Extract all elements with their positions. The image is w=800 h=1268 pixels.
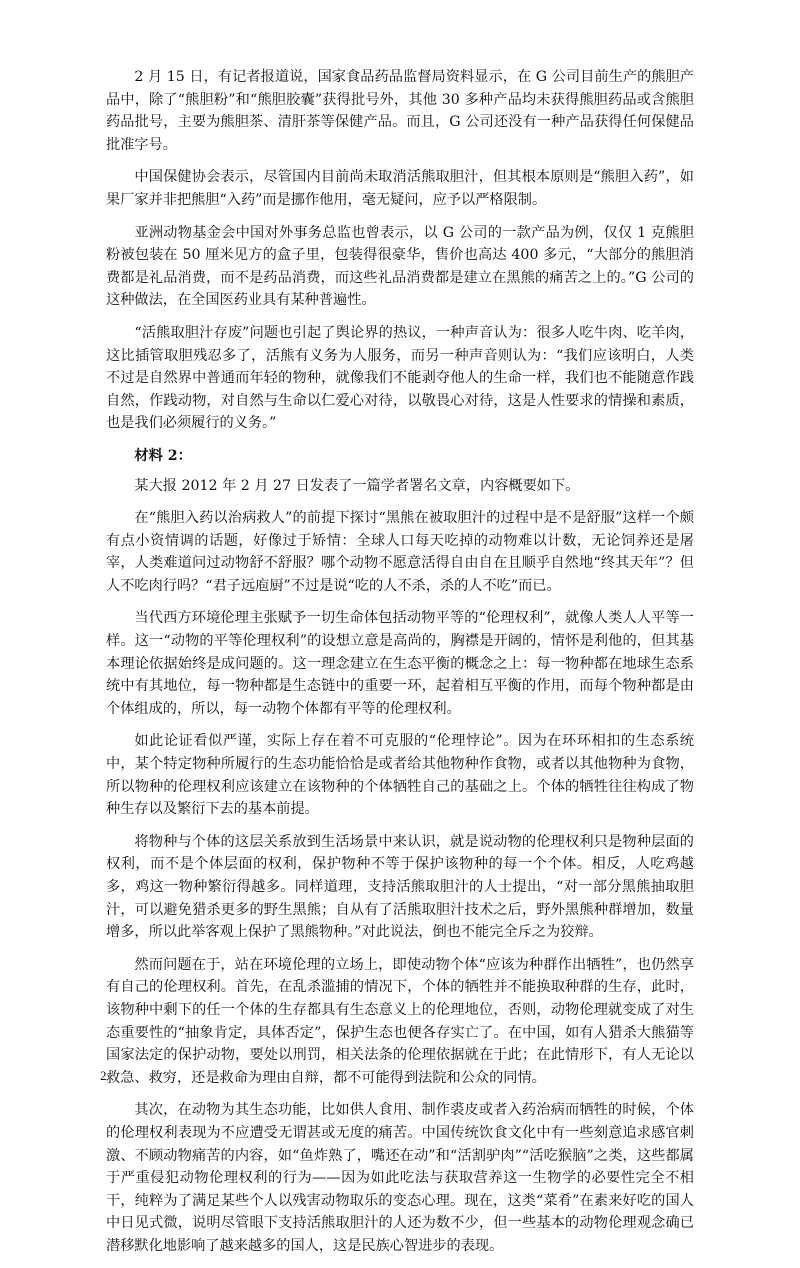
paragraph: 如此论证看似严谨，实际上存在着不可克服的“伦理悖论”。因为在环环相扣的生态系统中，某个特定物种所履行的生态功能恰恰是或者给其他物种作食物，或者以其他物种为食物，所以物种的伦理权利应该建立在该物种的个体牺牲自己的基础之上。个体的牺牲往往构成了物种生存以及繁衍下去的基本前提。	[106, 733, 694, 818]
paragraph: “活熊取胆汁存废”问题也引起了舆论界的热议，一种声音认为：很多人吃牛肉、吃羊肉，这比插管取胆残忍多了，活熊有义务为人服务，而另一种声音则认为：“我们应该明白，人类不过是自然界中普通而年轻的物种，就像我们不能剥夺他人的生命一样，我们也不能随意作践自然，作践动物，对自然与生命以仁爱心对待，以敬畏心对待，这是人性要求的情操和素质，也是我们必须履行的义务。”	[106, 324, 694, 432]
paragraph: 其次，在动物为其生态功能，比如供人食用、制作裘皮或者入药治病而牺牲的时候，个体的伦理权利表现为不应遭受无谓甚或无度的痛苦。中国传统饮食文化中有一些刻意追求感官刺激、不顾动物痛苦的内容，如“鱼炸熟了，嘴还在动”和“活割驴肉”“活吃猴脑”之类，这些都属于严重侵犯动物伦理权利的行为——因为如此吃法与获取营养这一生物学的必要性完全不相干，纯粹为了满足某些个人以残害动物取乐的变态心理。现在，这类“菜肴”在素来好吃的国人中日见式微，说明尽管眼下支持活熊取胆汁的人还为数不少，但一些基本的动物伦理观念确已潜移默化地影响了越来越多的国人，这是民族心智进步的表现。	[106, 1102, 694, 1254]
paragraph: 将物种与个体的这层关系放到生活场景中来认识，就是说动物的伦理权利只是物种层面的权利，而不是个体层面的权利，保护物种不等于保护该物种的每一个个体。相反，人吃鸡越多，鸡这一物种繁衍得越多。同样道理，支持活熊取胆汁的人士提出，“对一部分黑熊抽取胆汁，可以避免猎杀更多的野生黑熊；自从有了活熊取胆汁技术之后，野外黑熊种群增加，数量增多，所以此举客观上保护了黑熊物种。”对此说法，倒也不能完全斥之为狡辩。	[106, 833, 694, 941]
paragraph: 在“熊胆入药以治病救人”的前提下探讨“黑熊在被取胆汁的过程中是不是舒服”这样一个颇有点小资情调的话题，好像过于矫情：全球人口每天吃掉的动物难以计数，无论饲养还是屠宰，人类难道问过动物舒不舒服？哪个动物不愿意活得自由自在且顺乎自然地“终其天年”？但人不吃肉行吗？“君子远庖厨”不过是说“吃的人不杀，杀的人不吃”而已。	[106, 510, 694, 594]
document-body	[106, 66, 694, 1268]
page-number: 2	[100, 1068, 107, 1083]
paragraph: 2 月 15 日，有记者报道说，国家食品药品监督局资料显示，在 G 公司目前生产的熊胆产品中，除了“熊胆粉”和“熊胆胶囊”获得批号外，其他 30 多种产品均未获得熊胆药品或含熊胆药品批号，主要为熊胆茶、清肝茶等保健产品。而且，G 公司还没有一种产品获得任何保健品批准字号。	[106, 69, 694, 153]
paragraph: 某大报 2012 年 2 月 27 日发表了一篇学者署名文章，内容概要如下。	[134, 477, 580, 494]
paragraph: 亚洲动物基金会中国对外事务总监也曾表示，以 G 公司的一款产品为例，仅仅 1 克熊胆粉被包装在 50 厘米见方的盒子里，包装得很豪华，售价也高达 400 多元，“大部分的熊胆消费都是礼品消费，而不是药品消费，而这些礼品消费都是建立在黑熊的痛苦之上的。”G 公司的这种做法，在全国医药业具有某种普遍性。	[106, 224, 694, 309]
paragraph: 当代西方环境伦理主张赋予一切生命体包括动物平等的“伦理权利”，就像人类人人平等一样。这一“动物的平等伦理权利”的设想立意是高尚的，胸襟是开阔的，情怀是利他的，但其基本理论依据始终是成问题的。这一理念建立在生态平衡的概念之上：每一物种都在地球生态系统中有其地位，每一物种都是生态链中的重要一环，起着相互平衡的作用，而每个物种都是由个体组成的，所以，每一动物个体都有平等的伦理权利。	[106, 610, 694, 717]
paragraph: 中国保健协会表示，尽管国内目前尚未取消活熊取胆汁，但其根本原则是“熊胆入药”，如果厂家并非把熊胆“入药”而是挪作他用，毫无疑问，应予以严格限制。	[106, 169, 694, 208]
section-heading: 材料 2：	[134, 447, 192, 464]
paragraph: 然而问题在于，站在环境伦理的立场上，即使动物个体“应该为种群作出牺牲”，也仍然享有自己的伦理权利。首先，在乱杀滥捕的情况下，个体的牺牲并不能换取种群的生存，此时，该物种中剩下的任一个体的生存都具有生态意义上的伦理地位，否则，动物伦理就变成了对生态重要性的“抽象肯定，具体否定”，保护生态也便各存实亡了。在中国，如有人猎杀大熊猫等国家法定的保护动物，要处以刑罚，相关法条的伦理依据就在于此；在此情形下，有人无论以救急、救穷，还是救命为理由自辩，都不可能得到法院和公众的同情。	[106, 956, 694, 1086]
